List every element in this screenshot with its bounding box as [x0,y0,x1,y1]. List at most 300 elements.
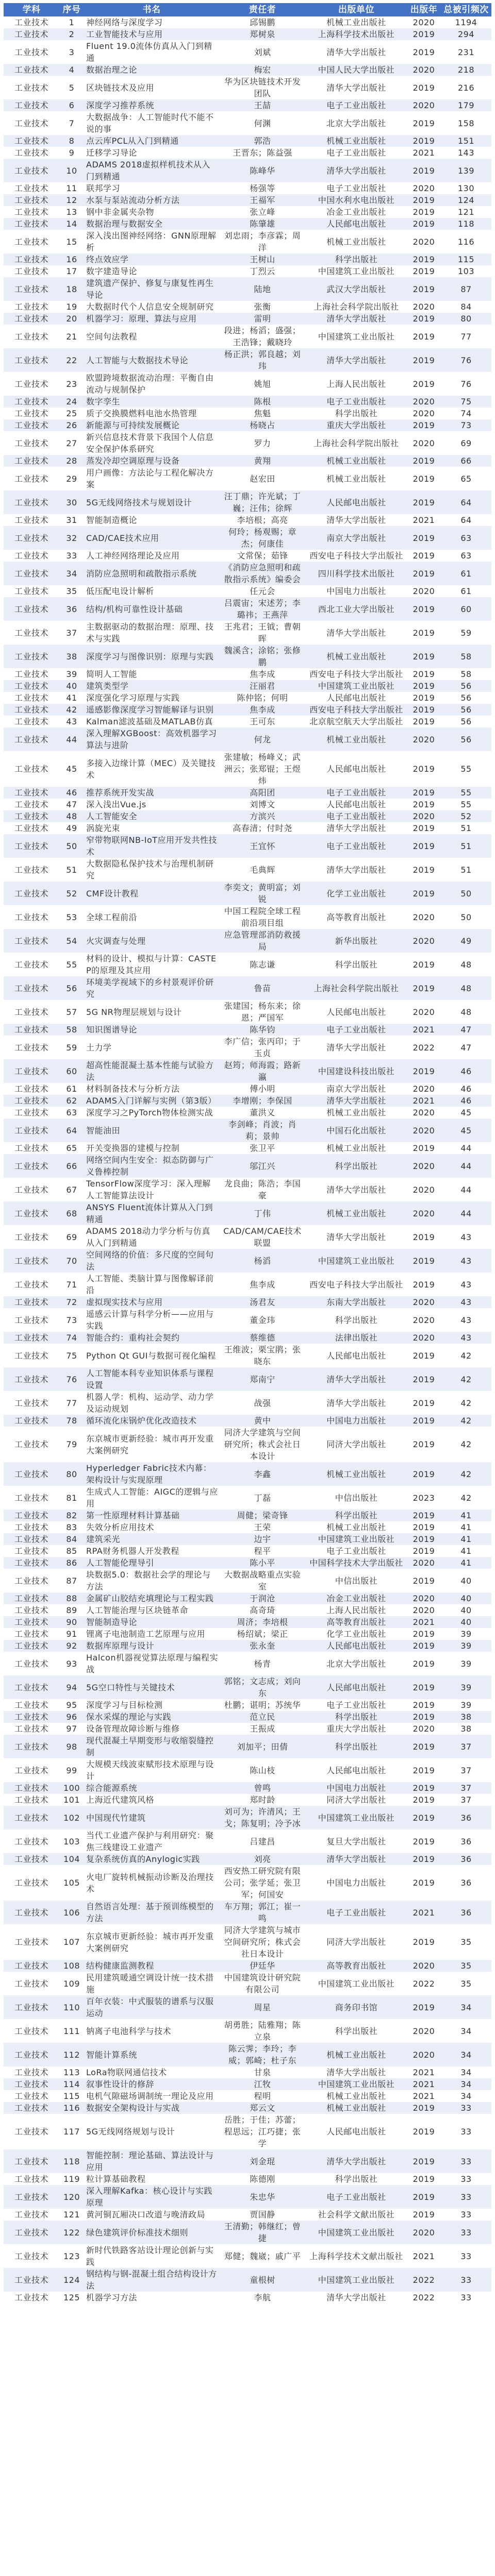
author-cell: 同济大学建筑与城市空间研究所；株式会社日本设计 [224,1925,301,1959]
citations-cell: 43 [441,1296,491,1308]
author-cell: 《消防应急照明和疏散指示系统》编委会 [219,562,306,585]
number-cell: 71 [66,1279,77,1290]
citations-cell: 231 [457,47,475,57]
year-cell: 2021 [407,1095,441,1107]
subject-cell: 工业技术 [14,693,48,703]
year-cell: 2020 [407,1201,441,1225]
author-cell: 李剑峰；肖波；肖莉；景帅 [219,1118,306,1142]
table-row [4,2078,491,2090]
year-cell: 2020 [412,1007,435,1017]
publisher-cell: 西安电子科技大学出版社 [309,1279,403,1290]
number-cell: 83 [66,1522,77,1532]
author-cell: 陆地 [219,277,306,301]
author-cell: 何玲；杨观赐；章杰；何康佳 [219,526,306,550]
author-cell: 高春清；付时尧 [233,823,292,833]
citations-cell: 33 [460,2174,472,2184]
number-cell: 14 [59,218,84,230]
publisher-cell: 机械工业出版社 [306,1201,407,1225]
number-cell: 65 [66,1143,77,1153]
citations-cell: 48 [460,1007,472,1017]
year-cell: 2019 [407,597,441,621]
author-cell: 大数据战略重点实验室 [224,1570,301,1591]
book-citation-table [4,3,491,2303]
year-cell: 2020 [407,929,441,953]
number-cell: 5 [69,82,75,93]
citations-cell: 38 [460,1724,472,1734]
citations-cell: 48 [460,959,472,970]
number-cell: 82 [59,1510,84,1521]
subject-cell: 工业技术 [14,669,48,679]
title-cell: 材料的设计、模拟与计算：CASTEP的原理及其应用 [86,954,217,975]
title-cell: 深度学习推荐系统 [84,99,219,111]
number-cell: 92 [59,1640,84,1652]
author-cell: 贾国静 [250,2210,275,2219]
author-cell: 王喆 [219,99,306,111]
citations-cell: 52 [441,810,491,822]
year-cell: 2019 [407,490,441,514]
year-cell: 2019 [412,266,435,276]
author-cell: 陈峰华 [219,159,306,182]
citations-cell: 39 [460,1629,472,1639]
title-cell: 数据安全架构设计与实战 [84,2102,219,2114]
table-row [4,1000,491,1024]
subject-cell: 工业技术 [4,1059,59,1083]
title-cell: 终点效应学 [84,253,219,265]
number-cell: 30 [59,490,84,514]
citations-cell: 41 [441,1510,491,1521]
title-cell: 深入理解XGBoost：高效机器学习算法与进阶 [84,727,219,751]
table-row [4,1640,491,1652]
table-row [4,1427,491,1462]
publisher-cell: 机械工业出版社 [306,1462,407,1486]
author-cell: 汤君友 [219,1296,306,1308]
title-cell: 质子交换膜燃料电池水热管理 [86,409,197,418]
publisher-cell: 人民邮电出版社 [306,490,407,514]
citations-cell: 40 [441,1616,491,1628]
subject-cell: 工业技术 [4,1995,59,2019]
citations-cell: 66 [441,455,491,467]
table-row [4,1616,491,1628]
title-cell: Kalman滤波基础及MATLAB仿真 [86,717,213,726]
year-cell: 2019 [407,28,441,40]
citations-cell: 55 [460,764,472,774]
year-cell: 2020 [407,99,441,111]
title-cell: 火电厂旋转机械振动诊断及治理技术 [86,1872,214,1894]
number-cell: 72 [59,1296,84,1308]
author-cell: 华为区块链技术开发团队 [224,77,301,98]
title-cell: CAD/CAE技术应用 [84,526,219,550]
table-row [4,1308,491,1332]
year-cell: 2021 [412,2091,435,2101]
table-row [4,1711,491,1723]
publisher-cell: 上海科学技术文献出版社 [309,2251,403,2261]
year-cell: 2019 [412,764,435,774]
author-cell: 雷明 [219,313,306,325]
citations-cell: 39 [460,1700,472,1710]
table-row [4,253,491,265]
subject-cell: 工业技术 [4,526,59,550]
citations-cell: 48 [441,976,491,1000]
number-cell: 120 [59,2185,84,2209]
year-cell: 2019 [407,277,441,301]
citations-cell: 151 [441,135,491,147]
citations-cell: 55 [441,787,491,799]
publisher-cell: 电子工业出版社 [326,1700,386,1710]
author-cell: 王荣 [254,1522,271,1532]
citations-cell: 44 [441,1201,491,1225]
author-cell: 何渊 [254,118,271,128]
subject-cell: 工业技术 [4,64,59,76]
author-cell: 王宜怀 [219,834,306,858]
publisher-cell: 商务印书馆 [306,1995,407,2019]
publisher-cell: 中国建筑工业出版社 [318,1978,395,1989]
author-cell: 张衡 [254,302,271,312]
subject-cell: 工业技术 [4,1367,59,1391]
table-row [4,1829,491,1853]
table-row [4,1249,491,1273]
title-cell: 推荐系统开发实战 [84,787,219,799]
citations-cell: 36 [441,1901,491,1924]
title-cell: 钠离子电池科学与技术 [86,2026,172,2036]
title-cell: 机器人学：机构、运动学、动力学及运动规划 [86,1392,214,1414]
title-cell: 超高性能混凝土基本性能与试验方法 [84,1059,219,1083]
year-cell: 2019 [407,704,441,716]
subject-cell: 工业技术 [4,1640,59,1652]
subject-cell: 工业技术 [14,2067,48,2077]
title-cell: 钢中非金属夹杂物 [86,207,155,217]
table-row [4,16,491,28]
year-cell: 2019 [407,1059,441,1083]
year-cell: 2019 [412,1765,435,1775]
number-cell: 94 [59,1675,84,1699]
author-cell: 郑树泉 [219,28,306,40]
author-cell: 梅宏 [219,64,306,76]
title-cell: 知识图谱导论 [84,1024,219,1036]
author-cell: 刘可为；许清风；王戈；陈复明；冷予冰 [219,1806,306,1829]
subject-cell: 工业技术 [4,1675,59,1699]
number-cell: 3 [69,47,75,57]
table-row [4,230,491,253]
subject-cell: 工业技术 [14,823,48,833]
number-cell: 121 [63,2210,80,2219]
table-row [4,905,491,929]
title-cell: 数据治理之论 [84,64,219,76]
number-cell: 19 [66,302,77,312]
title-cell: 设备管理故障诊断与维修 [86,1724,180,1734]
author-cell: 杨晓占 [219,419,306,431]
number-cell: 26 [59,419,84,431]
number-cell: 9 [69,148,75,158]
number-cell: 77 [66,1398,77,1408]
publisher-cell: 清华大学出版社 [306,1367,407,1391]
subject-cell: 工业技术 [4,704,59,716]
author-cell: 魏溪含；涂铭；张修鹏 [219,645,306,668]
subject-cell: 工业技术 [4,810,59,822]
title-cell: 深度学习与目标检测 [86,1700,163,1710]
year-cell: 2019 [412,865,435,875]
author-cell: 李增刚；李保国 [219,1095,306,1107]
number-cell: 100 [59,1782,84,1794]
author-cell: 高奇琦 [250,1605,275,1615]
title-cell: 循环流化床锅炉优化改造技术 [84,1415,219,1427]
subject-cell: 工业技术 [4,99,59,111]
year-cell: 2019 [407,419,441,431]
author-cell: 刘亮 [219,1853,306,1865]
number-cell: 96 [59,1711,84,1723]
year-cell: 2019 [412,379,435,389]
year-cell: 2019 [407,1249,441,1273]
table-row [4,799,491,810]
author-cell: 西安热工研究院有限公司；张学延；张卫军；何国安 [224,1866,301,1900]
title-cell: 智能计算系统 [84,2043,219,2066]
number-cell: 50 [59,834,84,858]
number-cell: 55 [66,959,77,970]
table-row [4,1367,491,1391]
header-number: 序号 [59,3,84,16]
table-row [4,2244,491,2268]
subject-cell: 工业技术 [14,1795,48,1805]
publisher-cell: 中国电力出版社 [326,1878,386,1888]
year-cell: 2019 [407,1510,441,1521]
number-cell: 37 [66,628,77,638]
subject-cell: 工业技术 [4,597,59,621]
number-cell: 108 [59,1960,84,1972]
subject-cell: 工业技术 [14,1398,48,1408]
publisher-cell: 中国建筑工业出版社 [306,1249,407,1273]
subject-cell: 工业技术 [4,1201,59,1225]
subject-cell: 工业技术 [4,348,59,372]
year-cell: 2020 [407,64,441,76]
citations-cell: 56 [441,727,491,751]
number-cell: 69 [66,1232,77,1242]
author-cell: 张立峰 [250,207,275,217]
title-cell: 大数据战争：人工智能时代不能不说的事 [86,112,214,134]
subject-cell: 工业技术 [4,277,59,301]
author-cell: 丁伟 [219,1201,306,1225]
year-cell: 2022 [407,2268,441,2292]
citations-cell: 35 [460,1937,472,1947]
table-row [4,822,491,834]
year-cell: 2019 [412,1350,435,1361]
citations-cell: 61 [460,586,472,596]
number-cell: 17 [66,266,77,276]
year-cell: 2022 [412,1042,435,1053]
subject-cell: 工业技术 [14,1700,48,1710]
publisher-cell: 重庆大学出版社 [326,1724,386,1734]
table-row [4,1782,491,1794]
citations-cell: 80 [441,313,491,325]
subject-cell: 工业技术 [14,1084,48,1094]
citations-cell: 37 [460,1795,472,1805]
author-cell: 周济；李培根 [219,1616,306,1628]
author-cell: 陈根 [219,396,306,408]
citations-cell: 47 [441,1024,491,1036]
author-cell: 王可东 [250,717,275,726]
subject-cell: 工业技术 [4,396,59,408]
number-cell: 47 [66,800,77,809]
subject-cell: 工业技术 [14,1007,48,1017]
year-cell: 2019 [407,1675,441,1699]
title-cell: 5G NR物理层规划与设计 [86,1007,182,1017]
subject-cell: 工业技术 [14,1143,48,1153]
year-cell: 2022 [412,2293,435,2302]
title-cell: 粒计算基础教程 [86,2174,146,2184]
table-row [4,621,491,645]
year-cell: 2020 [407,2221,441,2244]
publisher-cell: 人民邮电出版社 [326,764,386,774]
publisher-cell: 中信出版社 [335,1493,378,1503]
author-cell: 王树山 [219,253,306,265]
year-cell: 2020 [407,1296,441,1308]
title-cell: 空间网络的价值：多尺度的空间句法 [84,1249,219,1273]
author-cell: 刘金琨 [219,2149,306,2173]
citations-cell: 118 [441,218,491,230]
year-cell: 2020 [412,1724,435,1734]
citations-cell: 294 [441,28,491,40]
author-cell: 江牧 [219,2078,306,2090]
number-cell: 99 [66,1765,77,1775]
citations-cell: 35 [441,1960,491,1972]
title-cell: 欧盟跨境数据流动治理：平衡自由流动与规制保护 [86,373,214,395]
citations-cell: 130 [457,183,475,193]
table-row [4,550,491,562]
publisher-cell: 东南大学出版社 [306,1296,407,1308]
publisher-cell: 人民邮电出版社 [326,1765,386,1775]
year-cell: 2020 [412,912,435,922]
publisher-cell: 清华大学出版社 [326,2293,386,2302]
citations-cell: 45 [460,1108,472,1117]
title-cell: 空间句法教程 [86,331,138,342]
number-cell: 11 [66,183,77,193]
publisher-cell: 科学出版社 [306,1735,407,1758]
header-year: 出版年 [407,3,441,16]
title-cell: 智能制造导论 [84,1616,219,1628]
author-cell: 郑云文 [219,2102,306,2114]
citations-cell: 36 [441,1853,491,1865]
title-cell: RPA财务机器人开发教程 [86,1546,179,1556]
table-row [4,2090,491,2102]
table-row [4,28,491,40]
title-cell: 窄带物联网NB-IoT应用开发共性技术 [84,834,219,858]
title-cell: 数据治理与数据安全 [84,218,219,230]
publisher-cell: 科学出版社 [306,1154,407,1178]
table-row [4,1510,491,1521]
year-cell: 2019 [412,1575,435,1586]
subject-cell: 工业技术 [4,159,59,182]
citations-cell: 42 [460,1398,472,1408]
author-cell: 陈肇雄 [219,218,306,230]
year-cell: 2019 [407,1711,441,1723]
publisher-cell: 电子工业出版社 [306,1901,407,1924]
citations-cell: 37 [441,1735,491,1758]
table-row [4,2292,491,2303]
publisher-cell: 上海社会科学院出版社 [314,302,399,312]
year-cell: 2020 [407,1332,441,1344]
year-cell: 2023 [412,1493,435,1503]
year-cell: 2019 [412,1232,435,1242]
author-cell: 李培根；高亮 [237,515,288,525]
table-row [4,1059,491,1083]
year-cell: 2019 [407,526,441,550]
table-row [4,2019,491,2043]
year-cell: 2019 [407,834,441,858]
subject-cell: 工业技术 [14,207,48,217]
subject-cell: 工业技术 [4,455,59,467]
author-cell: 陈小平 [219,1557,306,1569]
number-cell: 67 [66,1184,77,1195]
author-cell: 李鑫 [219,1462,306,1486]
citations-cell: 43 [460,1232,472,1242]
number-cell: 2 [59,28,84,40]
number-cell: 86 [59,1557,84,1569]
publisher-cell: 人民邮电出版社 [326,2127,386,2137]
citations-cell: 87 [441,277,491,301]
title-cell: 深度强化学习原理与实践 [86,693,180,703]
subject-cell: 工业技术 [14,1724,48,1734]
table-row [4,1628,491,1640]
citations-cell: 77 [460,331,472,342]
title-cell: 自然语言处理：基于预训练模型的方法 [84,1901,219,1924]
year-cell: 2019 [407,313,441,325]
title-cell: 区块链技术及应用 [86,82,155,93]
citations-cell: 42 [460,1493,472,1503]
publisher-cell: 中国石化出版社 [306,1118,407,1142]
author-cell: 程明 [254,2091,271,2101]
number-cell: 76 [59,1367,84,1391]
publisher-cell: 科学出版社 [335,2026,378,2036]
year-cell: 2019 [412,1439,435,1449]
table-row [4,372,491,396]
publisher-cell: 中国建筑工业出版社 [318,266,395,276]
year-cell: 2021 [407,1616,441,1628]
header-citations: 总被引频次 [441,3,491,16]
subject-cell: 工业技术 [14,18,48,27]
year-cell: 2020 [412,183,435,193]
publisher-cell: 西安电子科技大学出版社 [309,669,403,679]
author-cell: 曾鸣 [219,1782,306,1794]
number-cell: 53 [66,912,77,922]
subject-cell: 工业技术 [4,1711,59,1723]
table-row [4,1924,491,1960]
subject-cell: 工业技术 [14,1629,48,1639]
author-cell: 胡勇胜；陆雅翔；陈立泉 [224,2020,301,2042]
year-cell: 2019 [407,1735,441,1758]
publisher-cell: 中国建筑工业出版社 [306,1806,407,1829]
subject-cell: 工业技术 [14,959,48,970]
table-row [4,1901,491,1924]
author-cell: 杨青 [254,1658,271,1669]
author-cell: 董金玮 [250,1315,275,1325]
number-cell: 20 [59,313,84,325]
number-cell: 106 [59,1901,84,1924]
year-cell: 2019 [412,1836,435,1846]
publisher-cell: 清华大学出版社 [326,628,386,638]
table-row [4,419,491,431]
year-cell: 2020 [407,396,441,408]
subject-cell: 工业技术 [14,236,48,247]
author-cell: 岳胜；于佳；苏蕾；程思远；江巧捷；张学 [224,2115,301,2148]
subject-cell: 工业技术 [14,302,48,312]
year-cell: 2019 [412,473,435,484]
table-row [4,408,491,419]
year-cell: 2020 [407,1154,441,1178]
author-cell: 龙良曲；陈浩；李国豪 [224,1179,301,1200]
title-cell: 新兴信息技术背景下我国个人信息安全保护体系研究 [86,432,214,454]
year-cell: 2019 [412,1937,435,1947]
table-row [4,1592,491,1604]
subject-cell: 工业技术 [4,1296,59,1308]
publisher-cell: 中信出版社 [335,1575,378,1586]
